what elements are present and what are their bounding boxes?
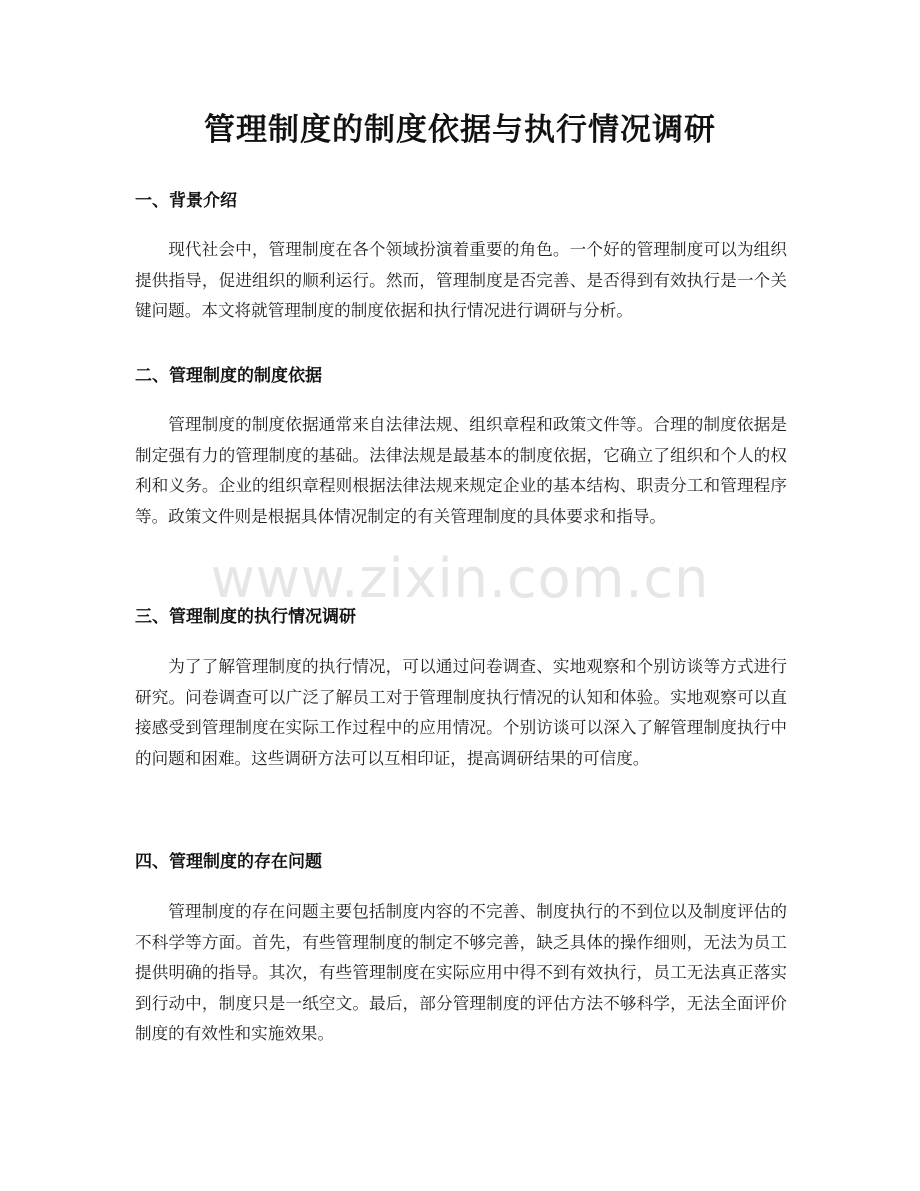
section-heading-problems: 四、管理制度的存在问题 — [135, 852, 322, 872]
section-body-problems: 管理制度的存在问题主要包括制度内容的不完善、制度执行的不到位以及制度评估的不科学等方面。首先，有些管理制度的制定不够完善，缺乏具体的操作细则，无法为员工提供明确的指导。其次，有些管理制度在实际应用中得不到有效执行，员工无法真正落实到行动中，制度只是一纸空文。最后，部分管理制度的评估方法不够科学，无法全面评价制度的有效性和实施效果。 — [135, 902, 787, 1043]
section-body-basis: 管理制度的制度依据通常来自法律法规、组织章程和政策文件等。合理的制度依据是制定强有力的管理制度的基础。法律法规是最基本的制度依据，它确立了组织和个人的权利和义务。企业的组织章程则根据法律法规来规定企业的基本结构、职责分工和管理程序等。政策文件则是根据具体情况制定的有关管理制度的具体要求和指导。 — [135, 415, 787, 526]
section-heading-execution: 三、管理制度的执行情况调研 — [135, 607, 356, 627]
section-heading-basis: 二、管理制度的制度依据 — [135, 366, 322, 386]
section-body-execution: 为了了解管理制度的执行情况，可以通过问卷调查、实地观察和个别访谈等方式进行研究。问卷调查可以广泛了解员工对于管理制度执行情况的认知和体验。实地观察可以直接感受到管理制度在实际工作过程中的应用情况。个别访谈可以深入了解管理制度执行中的问题和困难。这些调研方法可以互相印证，提高调研结果的可信度。 — [135, 657, 787, 768]
section-body-background: 现代社会中，管理制度在各个领域扮演着重要的角色。一个好的管理制度可以为组织提供指导，促进组织的顺利运行。然而，管理制度是否完善、是否得到有效执行是一个关键问题。本文将就管理制度的制度依据和执行情况进行调研与分析。 — [135, 240, 787, 320]
watermark-text: www.zixin.com.cn — [210, 547, 710, 610]
section-heading-background: 一、背景介绍 — [135, 191, 237, 211]
document-title: 管理制度的制度依据与执行情况调研 — [204, 112, 716, 148]
